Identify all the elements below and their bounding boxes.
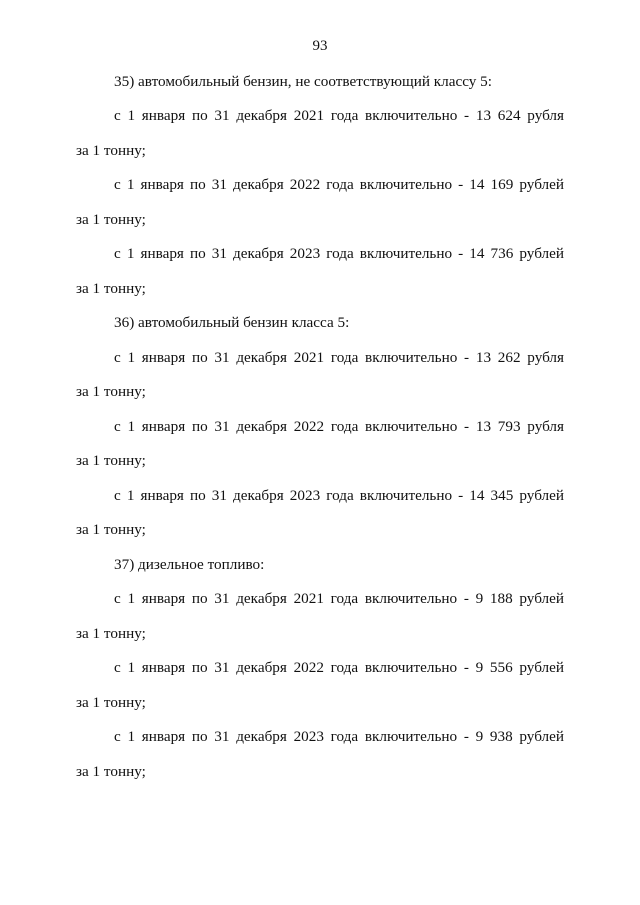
rate-line-continuation: за 1 тонну; <box>76 693 146 711</box>
section-heading: 36) автомобильный бензин класса 5: <box>114 314 350 331</box>
rate-line-continuation: за 1 тонну; <box>76 141 146 159</box>
rate-line: с 1 января по 31 декабря 2023 года включительно - 9 938 рублей <box>114 728 564 745</box>
rate-line: с 1 января по 31 декабря 2021 года включительно - 13 262 рубля <box>114 348 564 366</box>
rate-line: с 1 января по 31 декабря 2022 года включительно - 14 169 рублей <box>114 176 564 193</box>
rate-line: с 1 января по 31 декабря 2021 года включительно - 9 188 рублей <box>114 590 564 607</box>
page-number: 93 <box>312 38 328 54</box>
rate-line: с 1 января по 31 декабря 2022 года включительно - 9 556 рублей <box>114 659 564 676</box>
rate-line: с 1 января по 31 декабря 2023 года включительно - 14 736 рублей <box>114 245 564 262</box>
rate-line-continuation: за 1 тонну; <box>76 521 146 538</box>
section-heading: 35) автомобильный бензин, не соответствующий классу 5: <box>114 72 492 90</box>
rate-line-continuation: за 1 тонну; <box>76 452 146 469</box>
document-body <box>76 70 564 795</box>
rate-line-continuation: за 1 тонну; <box>76 624 146 642</box>
rate-line-continuation: за 1 тонну; <box>76 383 146 400</box>
rate-line-continuation: за 1 тонну; <box>76 279 146 297</box>
rate-line: с 1 января по 31 декабря 2023 года включительно - 14 345 рублей <box>114 486 564 504</box>
rate-line-continuation: за 1 тонну; <box>76 210 146 228</box>
rate-line: с 1 января по 31 декабря 2021 года включительно - 13 624 рубля <box>114 107 564 124</box>
rate-line-continuation: за 1 тонну; <box>76 762 146 780</box>
rate-line: с 1 января по 31 декабря 2022 года включительно - 13 793 рубля <box>114 417 564 435</box>
section-heading: 37) дизельное топливо: <box>114 555 265 573</box>
